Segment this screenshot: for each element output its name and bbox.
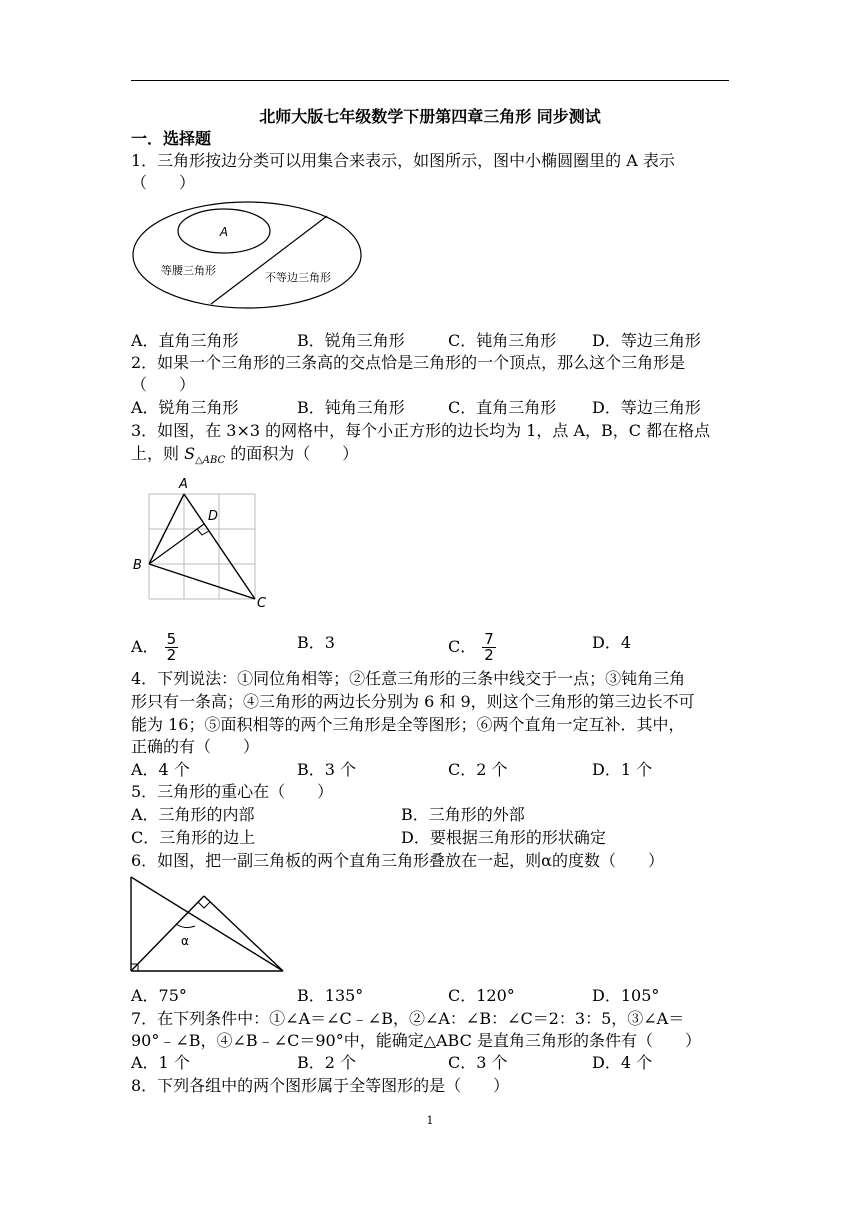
page-title: 北师大版七年级数学下册第四章三角形 同步测试 xyxy=(259,107,601,126)
triangle-abc xyxy=(149,494,255,599)
label-a: A xyxy=(219,225,229,239)
q8-text-line1: 8．下列各组中的两个图形属于全等图形的是（ ） xyxy=(131,1076,510,1095)
point-a-label: A xyxy=(179,477,188,492)
point-b-label: B xyxy=(133,558,142,573)
label-scalene: 不等边三角形 xyxy=(265,271,331,284)
alpha-label: α xyxy=(181,934,189,948)
q3-option-c-label: C． xyxy=(448,637,477,656)
q7-option-a[interactable]: A．1 个 xyxy=(131,1053,190,1072)
q1-option-c[interactable]: C．钝角三角形 xyxy=(448,331,557,350)
q1-venn-figure xyxy=(131,198,365,310)
q6-option-b[interactable]: B．135° xyxy=(297,986,364,1005)
q3-option-a[interactable] xyxy=(131,632,178,663)
q1-text-line2: （ ） xyxy=(131,173,196,192)
q6-text-line1: 6．如图，把一副三角板的两个直角三角形叠放在一起，则α的度数（ ） xyxy=(131,851,664,870)
q2-option-b[interactable]: B．钝角三角形 xyxy=(297,398,405,417)
q4-text-line4: 正确的有（ ） xyxy=(131,737,260,756)
point-d-label: D xyxy=(208,509,219,524)
leg-2 xyxy=(131,896,204,971)
outer-ellipse xyxy=(133,202,361,308)
leg-3 xyxy=(204,896,283,971)
section-heading: 一．选择题 xyxy=(131,129,212,148)
hypotenuse-1 xyxy=(131,877,283,971)
q5-option-d[interactable]: D．要根据三角形的形状确定 xyxy=(401,828,606,847)
q3-text-line1: 3．如图，在 3×3 的网格中，每个小正方形的边长均为 1，点 A，B，C 都在格点 xyxy=(131,421,711,440)
q2-option-c[interactable]: C．直角三角形 xyxy=(448,398,557,417)
label-isosceles: 等腰三角形 xyxy=(161,264,216,277)
q1-option-b[interactable]: B．锐角三角形 xyxy=(297,331,405,350)
q3-area-subscript: △ABC xyxy=(195,455,226,467)
q3-area-symbol: S xyxy=(184,444,196,463)
frac-den: 2 xyxy=(484,646,494,664)
q7-text-line1: 7．在下列条件中：①∠A＝∠C﹣∠B，②∠A：∠B：∠C＝2：3：5，③∠A＝ xyxy=(131,1009,685,1028)
q7-text-line2: 90°﹣∠B，④∠B﹣∠C＝90°中，能确定△ABC 是直角三角形的条件有（ ） xyxy=(131,1031,701,1050)
grid-lines xyxy=(149,494,255,599)
header-rule xyxy=(131,80,729,81)
q7-option-b[interactable]: B．2 个 xyxy=(297,1053,357,1072)
divider-line xyxy=(211,216,327,304)
q2-text-line2: （ ） xyxy=(131,375,196,394)
fraction-five-halves xyxy=(165,632,179,663)
q4-text-line1: 4．下列说法：①同位角相等；②任意三角形的三条中线交于一点；③钝角三角 xyxy=(131,669,686,688)
q4-text-line3: 能为 16；⑤面积相等的两个三角形是全等图形；⑥两个直角一定互补．其中， xyxy=(131,715,685,734)
q3-option-b[interactable]: B．3 xyxy=(297,633,335,652)
q5-option-c[interactable]: C．三角形的边上 xyxy=(131,828,256,847)
q7-option-d[interactable]: D．4 个 xyxy=(592,1053,653,1072)
q2-option-a[interactable]: A．锐角三角形 xyxy=(131,398,239,417)
q5-option-b[interactable]: B．三角形的外部 xyxy=(401,805,525,824)
q5-text-line1: 5．三角形的重心在（ ） xyxy=(131,782,334,801)
q1-option-a[interactable]: A．直角三角形 xyxy=(131,331,239,350)
q3-option-d[interactable]: D．4 xyxy=(592,633,632,652)
q3-text-line2 xyxy=(131,443,731,472)
q6-option-a[interactable]: A．75° xyxy=(131,986,187,1005)
q3-option-c[interactable] xyxy=(448,632,496,663)
q6-option-d[interactable]: D．105° xyxy=(592,986,660,1005)
q3-option-a-label: A． xyxy=(131,637,159,656)
frac-num: 7 xyxy=(484,630,494,648)
q4-option-a[interactable]: A．4 个 xyxy=(131,760,190,779)
right-angle-mark-2 xyxy=(198,902,210,908)
frac-num: 5 xyxy=(166,630,177,648)
q3-grid-figure xyxy=(131,474,281,614)
q4-text-line2: 形只有一条高；④三角形的两边长分别为 6 和 9，则这个三角形的第三边长不可 xyxy=(131,692,695,711)
q2-text-line1: 2．如果一个三角形的三条高的交点恰是三角形的一个顶点，那么这个三角形是 xyxy=(131,353,686,372)
point-c-label: C xyxy=(257,596,267,611)
q4-option-c[interactable]: C．2 个 xyxy=(448,760,508,779)
q1-option-d[interactable]: D．等边三角形 xyxy=(592,331,701,350)
page-number: 1 xyxy=(426,1114,434,1127)
q4-option-d[interactable]: D．1 个 xyxy=(592,760,653,779)
q6-set-squares-figure xyxy=(129,874,289,976)
q6-option-c[interactable]: C．120° xyxy=(448,986,515,1005)
fraction-seven-halves xyxy=(482,632,496,663)
alpha-arc xyxy=(176,924,195,928)
q4-option-b[interactable]: B．3 个 xyxy=(297,760,357,779)
q5-option-a[interactable]: A．三角形的内部 xyxy=(131,805,255,824)
q7-option-c[interactable]: C．3 个 xyxy=(448,1053,508,1072)
frac-den: 2 xyxy=(166,646,177,664)
q3-line2-post: 的面积为（ ） xyxy=(225,444,359,463)
q2-option-d[interactable]: D．等边三角形 xyxy=(592,398,701,417)
q1-text-line1: 1．三角形按边分类可以用集合来表示，如图所示，图中小椭圆圈里的 A 表示 xyxy=(131,151,675,170)
q3-line2-pre: 上，则 xyxy=(131,444,185,463)
